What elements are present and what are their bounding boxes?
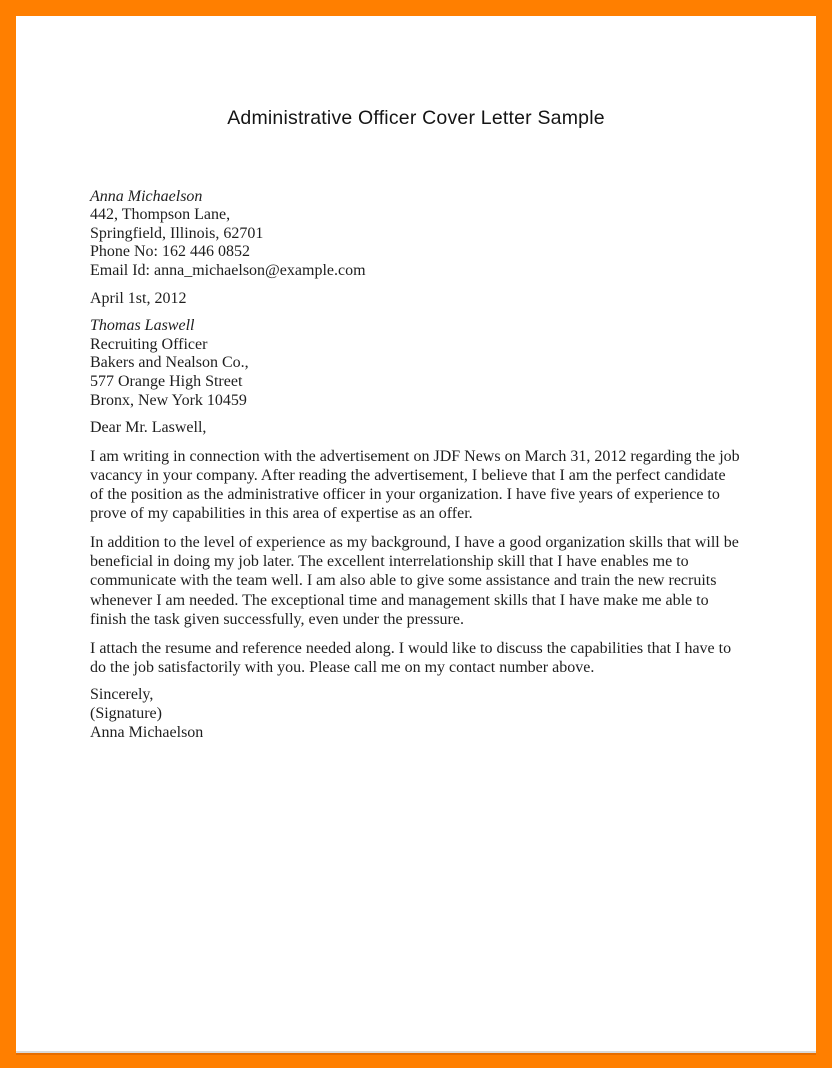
salutation: Dear Mr. Laswell, [90,419,207,437]
valediction: Sincerely, [90,686,154,704]
recipient-title: Recruiting Officer [90,335,208,353]
recipient-address-block [90,317,742,410]
recipient-city: Bronx, New York 10459 [90,391,247,409]
sender-phone: Phone No: 162 446 0852 [90,243,250,261]
document-title: Administrative Officer Cover Letter Sample [227,107,605,129]
body-paragraph-1: I am writing in connection with the advertisement on JDF News on March 31, 2012 regarding the job vacancy in your company. After reading the advertisement, I believe that I am the perfect candidate of the position as the administrative officer in your organization. I have five years of experience to prove of my capabilities in this area of expertise as an offer. [90,447,740,523]
letter-document-page [16,16,816,1051]
signature-placeholder: (Signature) [90,705,162,723]
body-paragraph-2: In addition to the level of experience as my background, I have a good organization skills that will be beneficial in doing my job later. The excellent interrelationship skill that I have enables me to communicate with the team well. I am also able to give some assistance and train the new recruits whenever I am needed. The exceptional time and management skills that I have make me able to finish the task given successfully, even under the pressure. [90,534,739,628]
signed-name: Anna Michaelson [90,723,204,741]
closing-block [90,686,742,742]
letter-date: April 1st, 2012 [90,289,187,307]
sender-name: Anna Michaelson [90,187,203,205]
sender-email: Email Id: anna_michaelson@example.com [90,261,366,279]
sender-city: Springfield, Illinois, 62701 [90,224,264,242]
sender-address-block [90,188,742,281]
body-paragraph-3: I attach the resume and reference needed along. I would like to discuss the capabilities that I have to do the job satisfactorily with you. Please call me on my contact number above. [90,639,732,676]
sender-street: 442, Thompson Lane, [90,206,231,224]
recipient-street: 577 Orange High Street [90,372,243,390]
recipient-name: Thomas Laswell [90,317,195,335]
recipient-company: Bakers and Nealson Co., [90,354,249,372]
